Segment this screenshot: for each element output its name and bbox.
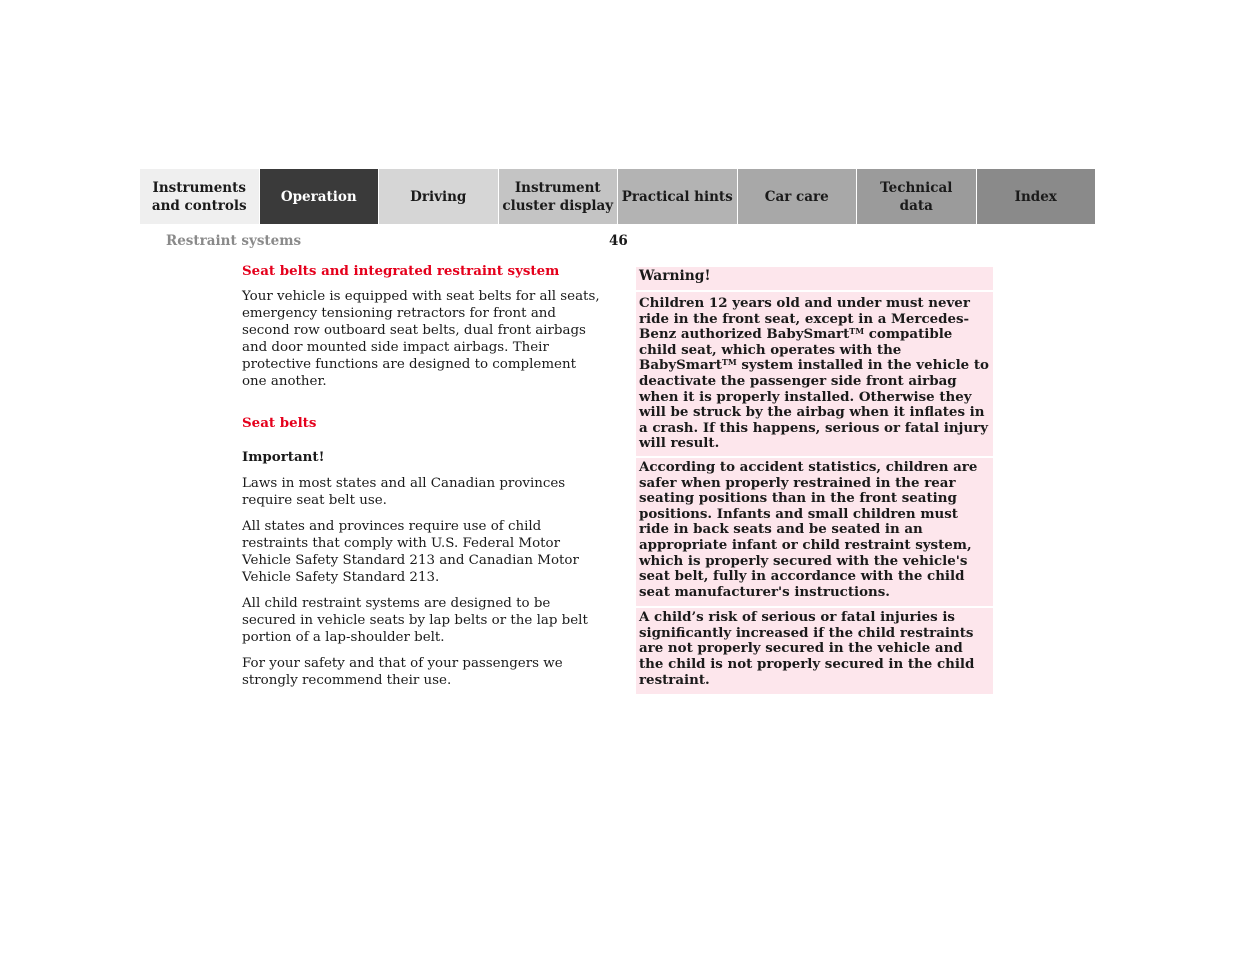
paragraph-child-restraint-standards: All states and provinces require use of child restraints that comply with U.S. Federal Motor Vehicle Safety Standard 213 and Canadian Motor Vehicle Safety Standard 213. [242,519,579,585]
tab-technical-data[interactable]: Technical data [857,169,977,224]
tab-driving[interactable]: Driving [379,169,499,224]
page-number: 46 [609,233,628,249]
warning-box [636,267,993,696]
tab-instruments-and-controls[interactable]: Instruments and controls [140,169,260,224]
warning-text: Children 12 years old and under must never ride in the front seat, except in a Mercedes-Benz authorized BabySmart [639,295,970,343]
trademark-mark: TM [849,326,865,337]
intro-paragraph: Your vehicle is equipped with seat belts for all seats, emergency tensioning retractors for front and second row outboard seat belts, dual front airbags and door mounted side impact airbags. Their protective functions are designed to complement one another. [242,289,600,389]
tab-car-care[interactable]: Car care [738,169,858,224]
warning-block-accident-statistics: According to accident statistics, children are safer when properly restrained in the rear seating positions than in the front seating positions. Infants and small children must ride in back seats and be seated in an appropriate infant or child restraint system, which is properly secured with the vehicle's seat belt, fully in accordance with the child seat manufacturer's instructions. [636,458,993,606]
heading-restraint-system: Seat belts and integrated restraint system [242,263,560,279]
warning-block-babysmart [636,292,993,456]
heading-seat-belts: Seat belts [242,415,317,431]
warning-title: Warning! [636,267,993,290]
important-label: Important! [242,449,325,465]
warning-text: system installed in the vehicle to deactivate the passenger side front airbag when it is properly installed. Otherwise they will be struck by the airbag when it inflates in a crash. If this happens, serious or fatal injury will result. [639,357,989,452]
warning-text: compatible child seat, which operates with the BabySmart [639,326,953,374]
tab-practical-hints[interactable]: Practical hints [618,169,738,224]
chapter-nav [140,169,1095,224]
tab-instrument-cluster-display[interactable]: Instrument cluster display [499,169,619,224]
warning-block-child-risk: A child’s risk of serious or fatal injuries is significantly increased if the child restraints are not properly secured in the vehicle and the child is not properly secured in the child restraint. [636,608,993,694]
trademark-mark: TM [721,357,737,368]
paragraph-laws: Laws in most states and all Canadian provinces require seat belt use. [242,476,566,508]
tab-index[interactable]: Index [977,169,1096,224]
section-label: Restraint systems [166,233,302,249]
paragraph-child-restraint-securing: All child restraint systems are designed to be secured in vehicle seats by lap belts or the lap belt portion of a lap-shoulder belt. [242,596,588,645]
paragraph-safety-recommendation: For your safety and that of your passengers we strongly recommend their use. [242,656,563,688]
tab-operation[interactable]: Operation [260,169,380,224]
main-text-column [242,263,604,689]
